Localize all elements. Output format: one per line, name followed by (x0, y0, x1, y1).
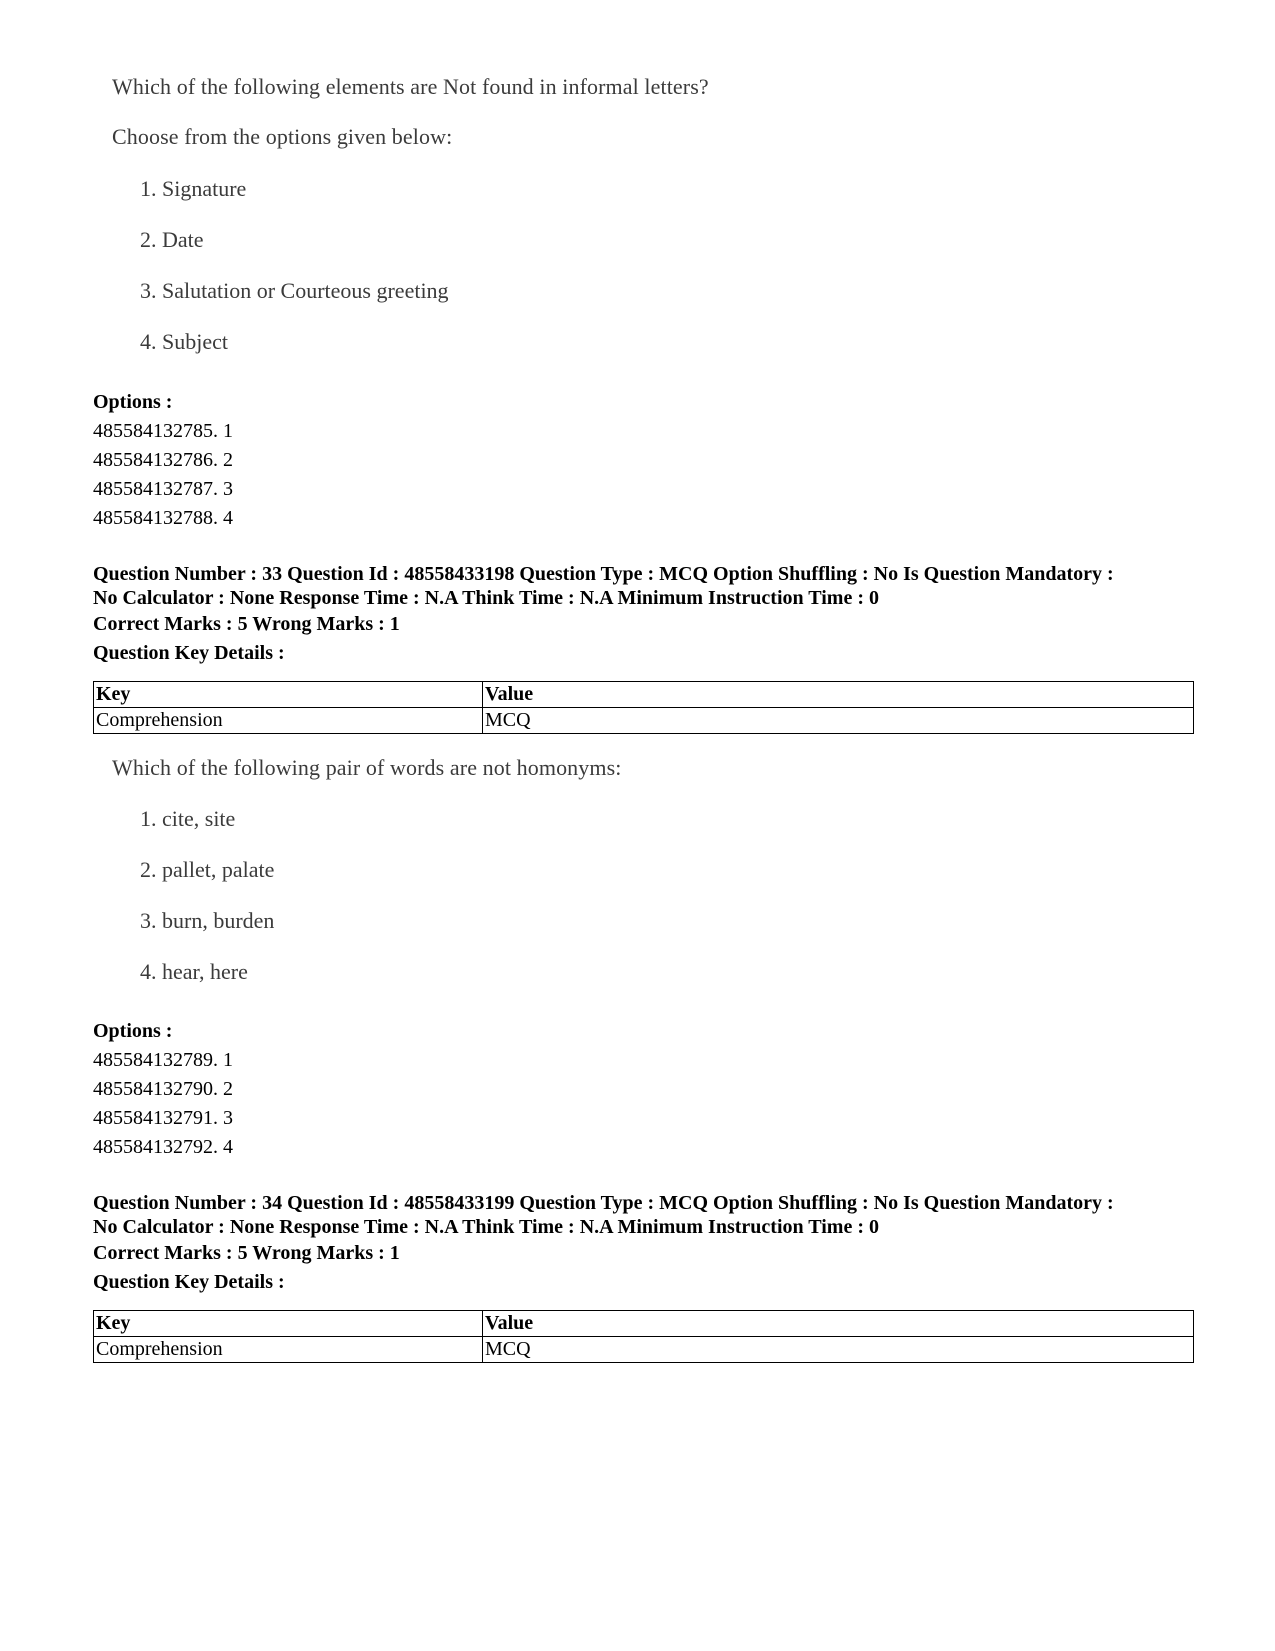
q33-option-3: 485584132791. 3 (93, 1107, 233, 1129)
q32-option-3: 485584132787. 3 (93, 478, 233, 500)
table-header-value: Value (483, 682, 1194, 708)
q34-key-table (93, 1310, 1194, 1363)
table-cell-key: Comprehension (94, 708, 483, 734)
table-header-row (94, 1311, 1194, 1337)
table-header-row (94, 682, 1194, 708)
q33-key-details-label: Question Key Details : (93, 642, 285, 664)
table-row (94, 1337, 1194, 1363)
q32-item-4: 4. Subject (140, 329, 228, 354)
q33-stem: Which of the following pair of words are not homonyms: (112, 755, 622, 780)
q33-meta-line-2: No Calculator : None Response Time : N.A Think Time : N.A Minimum Instruction Time : 0 (93, 587, 879, 609)
q32-option-2: 485584132786. 2 (93, 449, 233, 471)
q32-instruction: Choose from the options given below: (112, 124, 453, 149)
q33-item-1: 1. cite, site (140, 806, 236, 831)
q33-options (93, 1017, 233, 1162)
q33-meta (93, 562, 1114, 668)
q34-meta (93, 1191, 1114, 1297)
q33-item-4: 4. hear, here (140, 959, 248, 984)
table-cell-value: MCQ (483, 708, 1194, 734)
q32-option-4: 485584132788. 4 (93, 507, 233, 529)
q33-option-4: 485584132792. 4 (93, 1136, 233, 1158)
table-row (94, 708, 1194, 734)
table-cell-key: Comprehension (94, 1337, 483, 1363)
q33-meta-line-1: Question Number : 33 Question Id : 48558433198 Question Type : MCQ Option Shuffling : No Is Question Mandatory : (93, 563, 1114, 585)
q33-item-2: 2. pallet, palate (140, 857, 275, 882)
q32-item-2: 2. Date (140, 227, 204, 252)
table-header-key: Key (94, 682, 483, 708)
q33-option-2: 485584132790. 2 (93, 1078, 233, 1100)
q33-key-table (93, 681, 1194, 734)
q32-options-label: Options : (93, 391, 173, 413)
q33-marks: Correct Marks : 5 Wrong Marks : 1 (93, 613, 400, 635)
table-header-key: Key (94, 1311, 483, 1337)
q34-meta-line-1: Question Number : 34 Question Id : 48558433199 Question Type : MCQ Option Shuffling : No Is Question Mandatory : (93, 1192, 1114, 1214)
q33-options-label: Options : (93, 1020, 173, 1042)
table-header-value: Value (483, 1311, 1194, 1337)
q32-item-1: 1. Signature (140, 176, 247, 201)
q34-marks: Correct Marks : 5 Wrong Marks : 1 (93, 1242, 400, 1264)
q34-meta-line-2: No Calculator : None Response Time : N.A Think Time : N.A Minimum Instruction Time : 0 (93, 1216, 879, 1238)
q32-stem: Which of the following elements are Not found in informal letters? (112, 74, 709, 99)
q33-option-1: 485584132789. 1 (93, 1049, 233, 1071)
q32-item-3: 3. Salutation or Courteous greeting (140, 278, 449, 303)
table-cell-value: MCQ (483, 1337, 1194, 1363)
q32-options (93, 388, 233, 533)
q33-item-3: 3. burn, burden (140, 908, 275, 933)
q34-key-details-label: Question Key Details : (93, 1271, 285, 1293)
q32-option-1: 485584132785. 1 (93, 420, 233, 442)
